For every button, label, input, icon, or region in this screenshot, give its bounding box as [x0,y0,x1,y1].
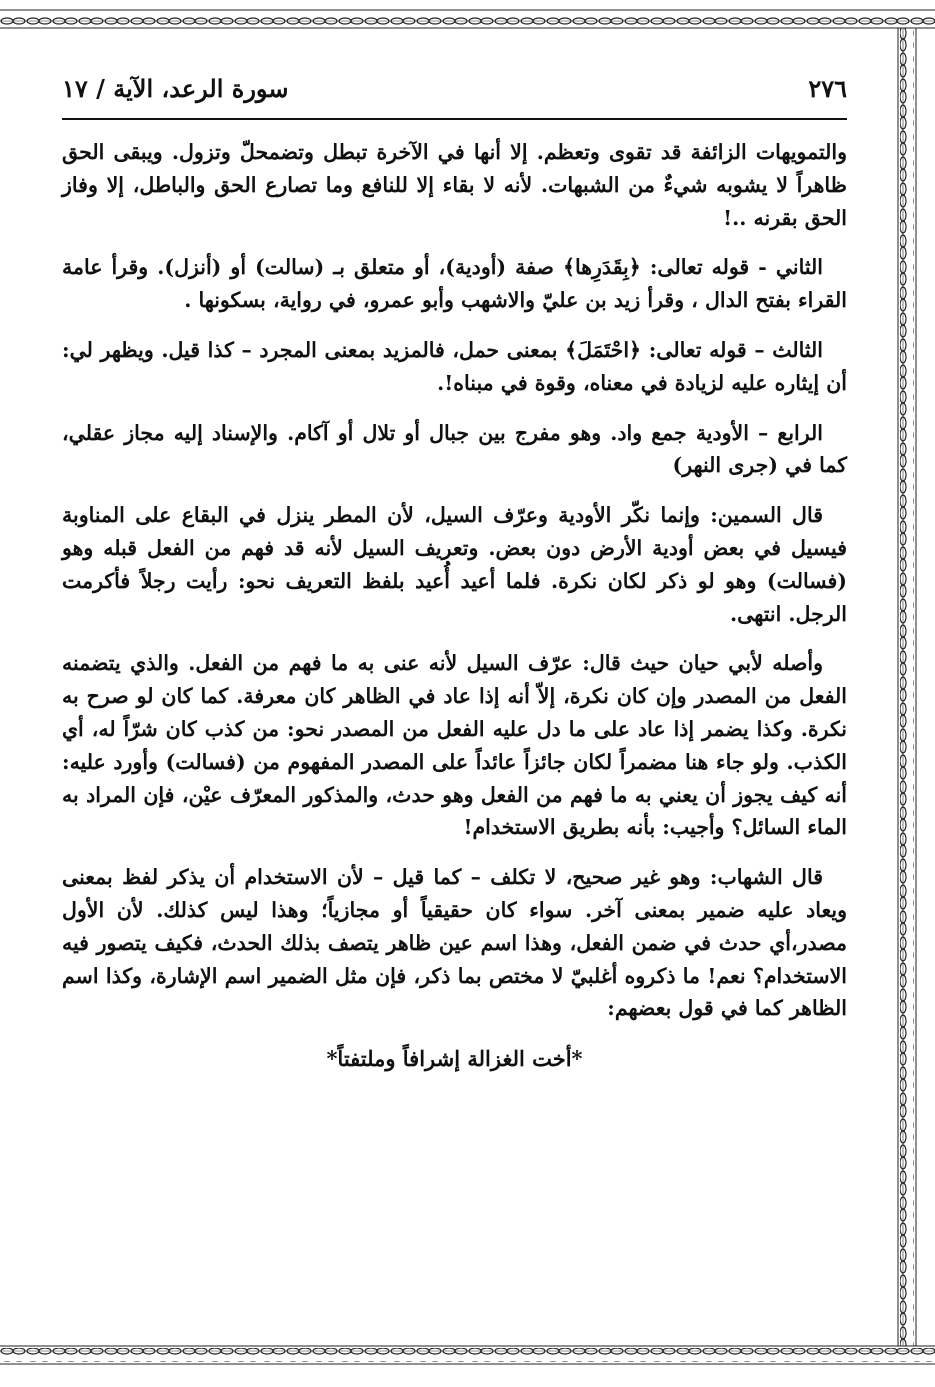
page-body [62,136,847,1076]
book-page [62,50,847,1330]
paragraph-3: الثالث – قوله تعالى: ﴿احْتَمَلَ﴾ بمعنى حمل، فالمزيد بمعنى المجرد – كذا قيل. ويظهر لي: أن إيثاره عليه لزيادة في معناه، وقوة في مبناه!. [62,337,847,395]
header-divider [62,118,847,120]
poetry-verse: *أخت الغزالة إشرافاً وملتفتاً* [326,1046,583,1072]
paragraph-4: الرابع – الأودية جمع واد. وهو مفرج بين جبال أو تلال أو آكام. والإسناد إليه مجاز عقلي، كما في (جرى النهر) [62,420,847,478]
paragraph-6: وأصله لأبي حيان حيث قال: عرّف السيل لأنه عنى به ما فهم من الفعل. والذي يتضمنه الفعل من المصدر وإن كان نكرة، إلاّ أنه إذا عاد في الظاهر كان معرفة. كما كان لو صرح به نكرة. وكذا يضمر إذا عاد على ما دل عليه الفعل من المصدر نحو: من كذب كان شرّاً له، أي الكذب. ولو جاء هنا مضمراً لكان جائزاً عائداً على المصدر المفهوم من (فسالت) وأورد عليه: أنه كيف يجوز أن يعني به ما فهم من الفعل وهو حدث، والمذكور المعرّف عيْن، فإن المراد به الماء السائل؟ وأجيب: بأنه بطريق الاستخدام! [62,651,847,840]
paragraph-7: قال الشهاب: وهو غير صحيح، لا تكلف – كما قيل – لأن الاستخدام أن يذكر لفظ بمعنى ويعاد عليه ضمير بمعنى آخر. سواء كان حقيقياً أو مجازياً؛ وهذا ليس كذلك. لأن الأول مصدر،أي حدث في ضمن الفعل، وهذا اسم عين ظاهر يتصف بذلك الحدث، فكيف يتصور فيه الاستخدام؟ نعم! ما ذكروه أغلبيّ لا مختص بما ذكر، فإن مثل الضمير اسم الإشارة، وكذا اسم الظاهر كما في قول بعضهم: [62,865,847,1021]
page-header [62,68,847,108]
page-number: ٢٧٦ [808,73,847,103]
paragraph-5: قال السمين: وإنما نكّر الأودية وعرّف السيل، لأن المطر ينزل في البقاع على المناوبة فيسيل في بعض أودية الأرض دون بعض. وتعريف السيل لأنه قد فهم من الفعل قبله وهو (فسالت) وهو لو ذكر لكان نكرة. فلما أعيد أُعيد بلفظ التعريف نحو: رأيت رجلاً فأكرمت الرجل. انتهى. [62,503,847,626]
running-title: سورة الرعد، الآية / ١٧ [62,73,289,103]
paragraph-1: والتمويهات الزائفة قد تقوى وتعظم. إلا أنها في الآخرة تبطل وتضمحلّ وتزول. ويبقى الحق ظاهراً لا يشوبه شيءٌ من الشبهات. لأنه لا بقاء إلا للنافع وما تصارع الحق والباطل، إلا وفاز الحق بقرنه ..! [62,140,847,230]
paragraph-2: الثاني - قوله تعالى: ﴿بِقَدَرِها﴾ صفة (أودية)، أو متعلق بـ (سالت) أو (أنزل). وقرأ عامة القراء بفتح الدال ، وقرأ زيد بن عليّ والاشهب وأبو عمرو، في رواية، بسكونها . [62,255,847,313]
